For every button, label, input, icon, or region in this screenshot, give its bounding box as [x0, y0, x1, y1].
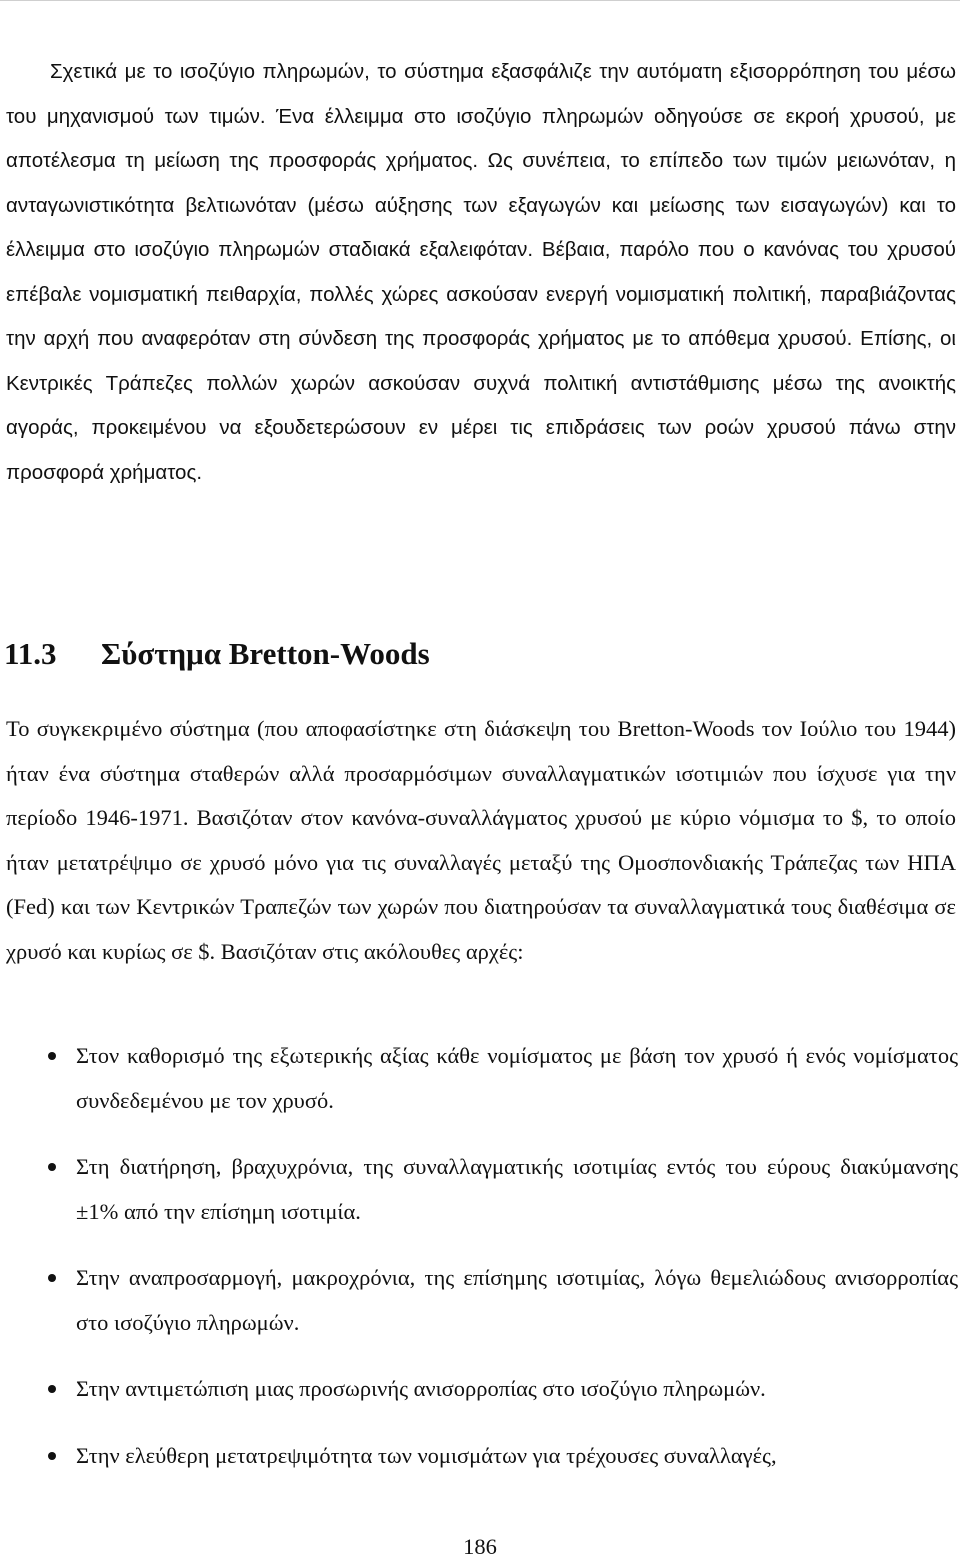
section-title: Σύστημα Bretton-Woods: [101, 636, 430, 671]
list-item: [0, 1256, 958, 1345]
principles-list: [0, 1034, 958, 1500]
intro-paragraph: Σχετικά με το ισοζύγιο πληρωμών, το σύστημα εξασφάλιζε την αυτόματη εξισορρόπηση του μέσω του μηχανισμού των τιμών. Ένα έλλειμμα στο ισοζύγιο πληρωμών οδηγούσε σε εκροή χρυσού, με αποτέλεσμα τη μείωση της προσφοράς χρήματος. Ως συνέπεια, το επίπεδο των τιμών μειωνόταν, η ανταγωνιστικότητα βελτιωνόταν (μέσω αύξησης των εξαγωγών και μείωσης των εισαγωγών) και το έλλειμμα στο ισοζύγιο πληρωμών σταδιακά εξαλειφόταν. Βέβαια, παρόλο που ο κανόνας του χρυσού επέβαλε νομισματική πειθαρχία, πολλές χώρες ασκούσαν ενεργή νομισματική πολιτική, παραβιάζοντας την αρχή που αναφερόταν στη σύνδεση της προσφοράς χρήματος με το απόθεμα χρυσού. Επίσης, οι Κεντρικές Τράπεζες πολλών χωρών ασκούσαν συχνά πολιτική αντιστάθμισης μέσω της ανοικτής αγοράς, προκειμένου να εξουδετερώσουν εν μέρει τις επιδράσεις των ροών χρυσού πάνω στην προσφορά χρήματος.: [6, 60, 956, 484]
bullet-icon: [48, 1052, 56, 1060]
bullet-icon: [48, 1274, 56, 1282]
list-item-text: Στον καθορισμό της εξωτερικής αξίας κάθε νομίσματος με βάση τον χρυσό ή ενός νομίσματος συνδεδεμένου με τον χρυσό.: [76, 1043, 958, 1113]
page-number: 186: [463, 1534, 497, 1559]
bullet-icon: [48, 1163, 56, 1171]
list-item: [0, 1367, 958, 1412]
bretton-woods-paragraph: Το συγκεκριμένο σύστημα (που αποφασίστηκε στη διάσκεψη του Bretton-Woods τον Ιούλιο του 1944) ήταν ένα σύστημα σταθερών αλλά προσαρμόσιμων συναλλαγματικών ισοτιμιών που ίσχυσε για την περίοδο 1946-1971. Βασιζόταν στον κανόνα-συναλλάγματος χρυσού με κύριο νόμισμα το $, το οποίο ήταν μετατρέψιμο σε χρυσό μόνο για τις συναλλαγές μεταξύ της Ομοσπονδιακής Τράπεζας των ΗΠΑ (Fed) και των Κεντρικών Τραπεζών των χωρών που διατηρούσαν τα συναλλαγματικά τους διαθέσιμα σε χρυσό και κυρίως σε $. Βασιζόταν στις ακόλουθες αρχές:: [6, 716, 956, 964]
list-item-text: Στην αναπροσαρμογή, μακροχρόνια, της επίσημης ισοτιμίας, λόγω θεμελιώδους ανισορροπίας στο ισοζύγιο πληρωμών.: [76, 1265, 958, 1335]
section-heading: [4, 632, 430, 676]
section-number: 11.3: [4, 636, 57, 671]
list-item: [0, 1434, 958, 1479]
list-item: [0, 1145, 958, 1234]
list-item-text: Στην ελεύθερη μετατρεψιμότητα των νομισμάτων για τρέχουσες συναλλαγές,: [76, 1442, 777, 1468]
list-item-text: Στη διατήρηση, βραχυχρόνια, της συναλλαγματικής ισοτιμίας εντός του εύρους διακύμανσης ±1% από την επίσημη ισοτιμία.: [76, 1154, 958, 1224]
bullet-icon: [48, 1385, 56, 1393]
bullet-icon: [48, 1452, 56, 1460]
list-item-text: Στην αντιμετώπιση μιας προσωρινής ανισορροπίας στο ισοζύγιο πληρωμών.: [76, 1376, 766, 1401]
list-item: [0, 1034, 958, 1123]
top-border-line: [0, 0, 960, 1]
